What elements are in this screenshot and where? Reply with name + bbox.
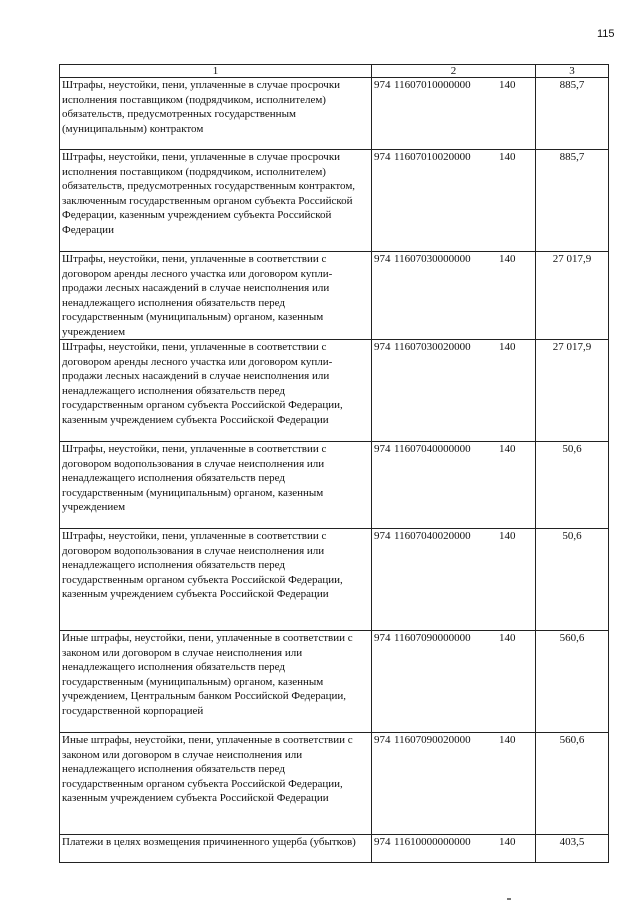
- budget-classification-code: 11607010000000: [394, 79, 471, 91]
- amount-value: 560,6: [536, 631, 609, 733]
- row-description: Иные штрафы, неустойки, пени, уплаченные в соответствии с законом или договором в случае неисполнения или ненадлежащего исполнения обязательств перед государственным (муниципальным) органом, казенным учреждением, Центральным банком Российской Федерации, государственной корпорацией: [60, 631, 372, 733]
- row-description: Штрафы, неустойки, пени, уплаченные в соответствии с договором водопользования в случае неисполнения или ненадлежащего исполнения обязательств перед государственным органом субъекта Российской Федерации, казенным учреждением субъекта Российской Федерации: [60, 529, 372, 631]
- revenue-code-cell: [372, 733, 536, 835]
- revenue-code-cell: [372, 442, 536, 529]
- budget-classification-code: 11607030020000: [394, 341, 471, 353]
- row-description: Штрафы, неустойки, пени, уплаченные в соответствии с договором водопользования в случае неисполнения или ненадлежащего исполнения обязательств перед государственным (муниципальным) органом, казенным учреждением: [60, 442, 372, 529]
- revenue-code-cell: [372, 529, 536, 631]
- column-header-amount: 3: [536, 65, 609, 78]
- budget-classification-code: 11607030000000: [394, 253, 471, 265]
- table-row: [60, 78, 609, 150]
- revenue-type-code: 140: [499, 530, 516, 542]
- table-row: [60, 340, 609, 442]
- budget-classification-code: 11610000000000: [394, 836, 471, 848]
- revenue-type-code: 140: [499, 151, 516, 163]
- budget-classification-code: 11607040020000: [394, 530, 471, 542]
- revenue-code-cell: [372, 631, 536, 733]
- budget-classification-code: 11607040000000: [394, 443, 471, 455]
- administrator-code: 974: [374, 836, 391, 848]
- row-description: Штрафы, неустойки, пени, уплаченные в соответствии с договором аренды лесного участка или договором купли-продажи лесных насаждений в случае неисполнения или ненадлежащего исполнения обязательств перед государственным органом субъекта Российской Федерации, казенным учреждением субъекта Российской Федерации: [60, 340, 372, 442]
- amount-value: 27 017,9: [536, 252, 609, 340]
- revenue-code-cell: [372, 835, 536, 863]
- page-number: 115: [597, 28, 615, 40]
- row-description: Штрафы, неустойки, пени, уплаченные в соответствии с договором аренды лесного участка или договором купли-продажи лесных насаждений в случае неисполнения или ненадлежащего исполнения обязательств перед государственным (муниципальным) органом, казенным учреждением: [60, 252, 372, 340]
- table-row: [60, 529, 609, 631]
- column-header-name: 1: [60, 65, 372, 78]
- table-header-row: [60, 65, 609, 78]
- amount-value: 885,7: [536, 78, 609, 150]
- table-row: [60, 733, 609, 835]
- administrator-code: 974: [374, 734, 391, 746]
- administrator-code: 974: [374, 253, 391, 265]
- amount-value: 560,6: [536, 733, 609, 835]
- administrator-code: 974: [374, 632, 391, 644]
- row-description: Иные штрафы, неустойки, пени, уплаченные в соответствии с законом или договором в случае неисполнения или ненадлежащего исполнения обязательств перед государственным органом субъекта Российской Федерации, казенным учреждением субъекта Российской Федерации: [60, 733, 372, 835]
- administrator-code: 974: [374, 443, 391, 455]
- amount-value: 50,6: [536, 529, 609, 631]
- revenue-type-code: 140: [499, 734, 516, 746]
- row-description: Штрафы, неустойки, пени, уплаченные в случае просрочки исполнения поставщиком (подрядчиком, исполнителем) обязательств, предусмотренных государственным (муниципальным) контрактом: [60, 78, 372, 150]
- revenue-type-code: 140: [499, 341, 516, 353]
- table-row: [60, 252, 609, 340]
- amount-value: 403,5: [536, 835, 609, 863]
- revenue-type-code: 140: [499, 253, 516, 265]
- amount-value: 27 017,9: [536, 340, 609, 442]
- revenue-type-code: 140: [499, 79, 516, 91]
- row-description: Платежи в целях возмещения причиненного ущерба (убытков): [60, 835, 372, 863]
- table-row: [60, 442, 609, 529]
- column-header-code: 2: [372, 65, 536, 78]
- revenue-type-code: 140: [499, 443, 516, 455]
- revenue-type-code: 140: [499, 632, 516, 644]
- administrator-code: 974: [374, 530, 391, 542]
- amount-value: 885,7: [536, 150, 609, 252]
- table-body: [60, 65, 609, 863]
- revenue-code-cell: [372, 78, 536, 150]
- budget-revenue-table: [59, 64, 609, 863]
- administrator-code: 974: [374, 79, 391, 91]
- budget-classification-code: 11607090000000: [394, 632, 471, 644]
- revenue-code-cell: [372, 252, 536, 340]
- table-row: [60, 835, 609, 863]
- budget-classification-code: 11607090020000: [394, 734, 471, 746]
- administrator-code: 974: [374, 151, 391, 163]
- row-description: Штрафы, неустойки, пени, уплаченные в случае просрочки исполнения поставщиком (подрядчиком, исполнителем) обязательств, предусмотренных государственным контрактом, заключенным государственным органом субъекта Российской Федерации, казенным учреждением субъекта Российской Федерации: [60, 150, 372, 252]
- scan-speck: [507, 898, 511, 900]
- table-row: [60, 631, 609, 733]
- revenue-type-code: 140: [499, 836, 516, 848]
- table-row: [60, 150, 609, 252]
- budget-classification-code: 11607010020000: [394, 151, 471, 163]
- amount-value: 50,6: [536, 442, 609, 529]
- revenue-code-cell: [372, 150, 536, 252]
- administrator-code: 974: [374, 341, 391, 353]
- revenue-code-cell: [372, 340, 536, 442]
